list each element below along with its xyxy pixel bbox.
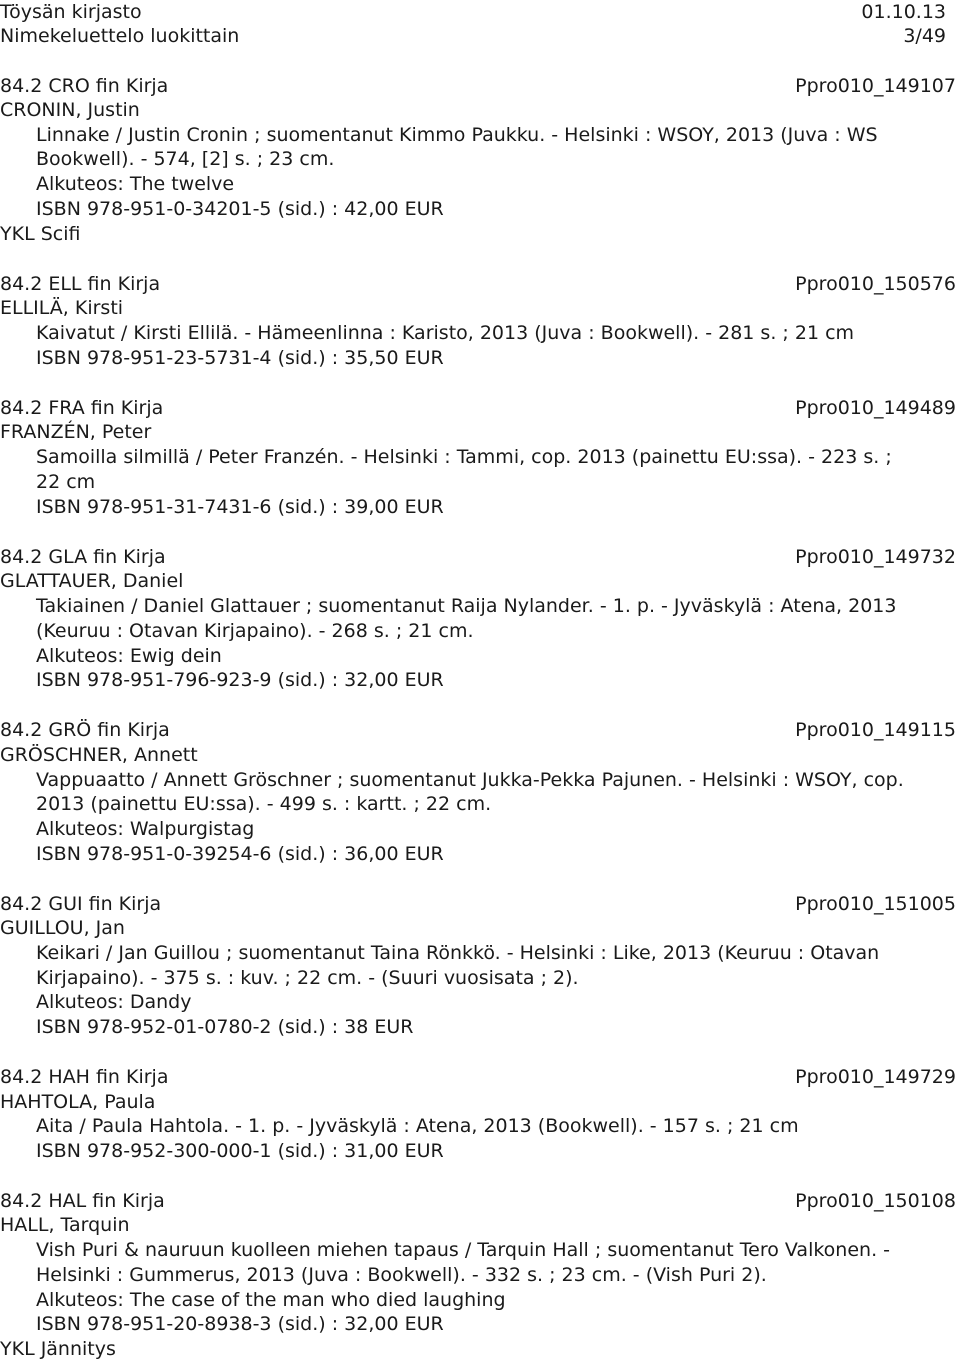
- entry-desc-line: Kaivatut / Kirsti Ellilä. - Hämeenlinna : Karisto, 2013 (Juva : Bookwell). - 281 s. ; 21 cm: [36, 322, 855, 344]
- library-name: Töysän kirjasto: [0, 1, 142, 23]
- entry-desc-line: Aita / Paula Hahtola. - 1. p. - Jyväskylä : Atena, 2013 (Bookwell). - 157 s. ; 21 cm: [36, 1115, 799, 1137]
- entry-author: HALL, Tarquin: [0, 1214, 130, 1236]
- entry-id: Ppro010_149732: [795, 546, 956, 568]
- entry-id: Ppro010_149107: [795, 75, 956, 97]
- entry-desc-line: Keikari / Jan Guillou ; suomentanut Taina Rönkkö. - Helsinki : Like, 2013 (Keuruu : Otavan: [36, 942, 880, 964]
- print-date: 01.10.13: [861, 1, 946, 23]
- entry-isbn: ISBN 978-951-0-39254-6 (sid.) : 36,00 EUR: [36, 843, 444, 865]
- entry-class-line: [0, 272, 956, 296]
- report-title: Nimekeluettelo luokittain: [0, 25, 240, 47]
- entry-id: Ppro010_149489: [795, 397, 956, 419]
- entry-class: 84.2 GRÖ fin Kirja: [0, 719, 170, 741]
- entry-desc-line: Alkuteos: Dandy: [36, 991, 192, 1013]
- entry-author: HAHTOLA, Paula: [0, 1091, 156, 1113]
- entry-desc-line: Kirjapaino). - 375 s. : kuv. ; 22 cm. - (Suuri vuosisata ; 2).: [36, 967, 579, 989]
- entry-class-line: [0, 1189, 956, 1213]
- entry-desc-line: Alkuteos: Walpurgistag: [36, 818, 255, 840]
- entry-desc-line: Samoilla silmillä / Peter Franzén. - Helsinki : Tammi, cop. 2013 (painettu EU:ssa). - 223 s. ;: [36, 446, 892, 468]
- entry-class-line: [0, 396, 956, 420]
- entry-desc-line: Vappuaatto / Annett Gröschner ; suomentanut Jukka-Pekka Pajunen. - Helsinki : WSOY, cop.: [36, 769, 904, 791]
- entry-desc-line: Alkuteos: The twelve: [36, 173, 235, 195]
- entry-isbn: ISBN 978-952-300-000-1 (sid.) : 31,00 EUR: [36, 1140, 444, 1162]
- entry-isbn: ISBN 978-952-01-0780-2 (sid.) : 38 EUR: [36, 1016, 414, 1038]
- entry-author: GRÖSCHNER, Annett: [0, 744, 198, 766]
- entry-desc-line: Bookwell). - 574, [2] s. ; 23 cm.: [36, 148, 335, 170]
- entry-class: 84.2 ELL fin Kirja: [0, 273, 161, 295]
- entry-isbn: ISBN 978-951-0-34201-5 (sid.) : 42,00 EUR: [36, 198, 444, 220]
- entry-id: Ppro010_150108: [795, 1190, 956, 1212]
- entry-desc-line: 2013 (painettu EU:ssa). - 499 s. : kartt. ; 22 cm.: [36, 793, 492, 815]
- entry-author: GUILLOU, Jan: [0, 917, 125, 939]
- entry-desc-line: Vish Puri & nauruun kuolleen miehen tapaus / Tarquin Hall ; suomentanut Tero Valkonen. -: [36, 1239, 891, 1261]
- entry-desc-line: Alkuteos: Ewig dein: [36, 645, 222, 667]
- entry-author: CRONIN, Justin: [0, 99, 140, 121]
- entry-isbn: ISBN 978-951-20-8938-3 (sid.) : 32,00 EUR: [36, 1313, 444, 1335]
- entry-id: Ppro010_151005: [795, 893, 956, 915]
- entry-author: FRANZÉN, Peter: [0, 421, 152, 443]
- entry-class-line: [0, 1065, 956, 1089]
- entry-class-line: [0, 545, 956, 569]
- entry-genre: YKL Scifi: [0, 223, 81, 245]
- entry-class-line: [0, 892, 956, 916]
- entry-class: 84.2 GUI fin Kirja: [0, 893, 162, 915]
- entry-class: 84.2 HAL fin Kirja: [0, 1190, 165, 1212]
- entry-class: 84.2 HAH fin Kirja: [0, 1066, 169, 1088]
- entry-isbn: ISBN 978-951-23-5731-4 (sid.) : 35,50 EUR: [36, 347, 444, 369]
- entry-author: ELLILÄ, Kirsti: [0, 297, 124, 319]
- entry-class: 84.2 CRO fin Kirja: [0, 75, 169, 97]
- entry-class: 84.2 GLA fin Kirja: [0, 546, 166, 568]
- entry-desc-line: Helsinki : Gummerus, 2013 (Juva : Bookwell). - 332 s. ; 23 cm. - (Vish Puri 2).: [36, 1264, 767, 1286]
- page-number: 3/49: [903, 25, 946, 47]
- entry-id: Ppro010_150576: [795, 273, 956, 295]
- entry-desc-line: Alkuteos: The case of the man who died laughing: [36, 1289, 506, 1311]
- entry-genre: YKL Jännitys: [0, 1338, 116, 1360]
- entry-isbn: ISBN 978-951-796-923-9 (sid.) : 32,00 EUR: [36, 669, 444, 691]
- entry-desc-line: Linnake / Justin Cronin ; suomentanut Kimmo Paukku. - Helsinki : WSOY, 2013 (Juva : WS: [36, 124, 878, 146]
- entry-class: 84.2 FRA fin Kirja: [0, 397, 164, 419]
- entry-id: Ppro010_149115: [795, 719, 956, 741]
- header-row-2: [0, 24, 956, 48]
- entry-author: GLATTAUER, Daniel: [0, 570, 184, 592]
- entry-class-line: [0, 718, 956, 742]
- entry-desc-line: 22 cm: [36, 471, 96, 493]
- entry-desc-line: Takiainen / Daniel Glattauer ; suomentanut Raija Nylander. - 1. p. - Jyväskylä : Atena, 2013: [36, 595, 897, 617]
- entry-desc-line: (Keuruu : Otavan Kirjapaino). - 268 s. ; 21 cm.: [36, 620, 474, 642]
- header-row-1: [0, 0, 956, 24]
- entry-isbn: ISBN 978-951-31-7431-6 (sid.) : 39,00 EUR: [36, 496, 444, 518]
- entry-class-line: [0, 74, 956, 98]
- entry-id: Ppro010_149729: [795, 1066, 956, 1088]
